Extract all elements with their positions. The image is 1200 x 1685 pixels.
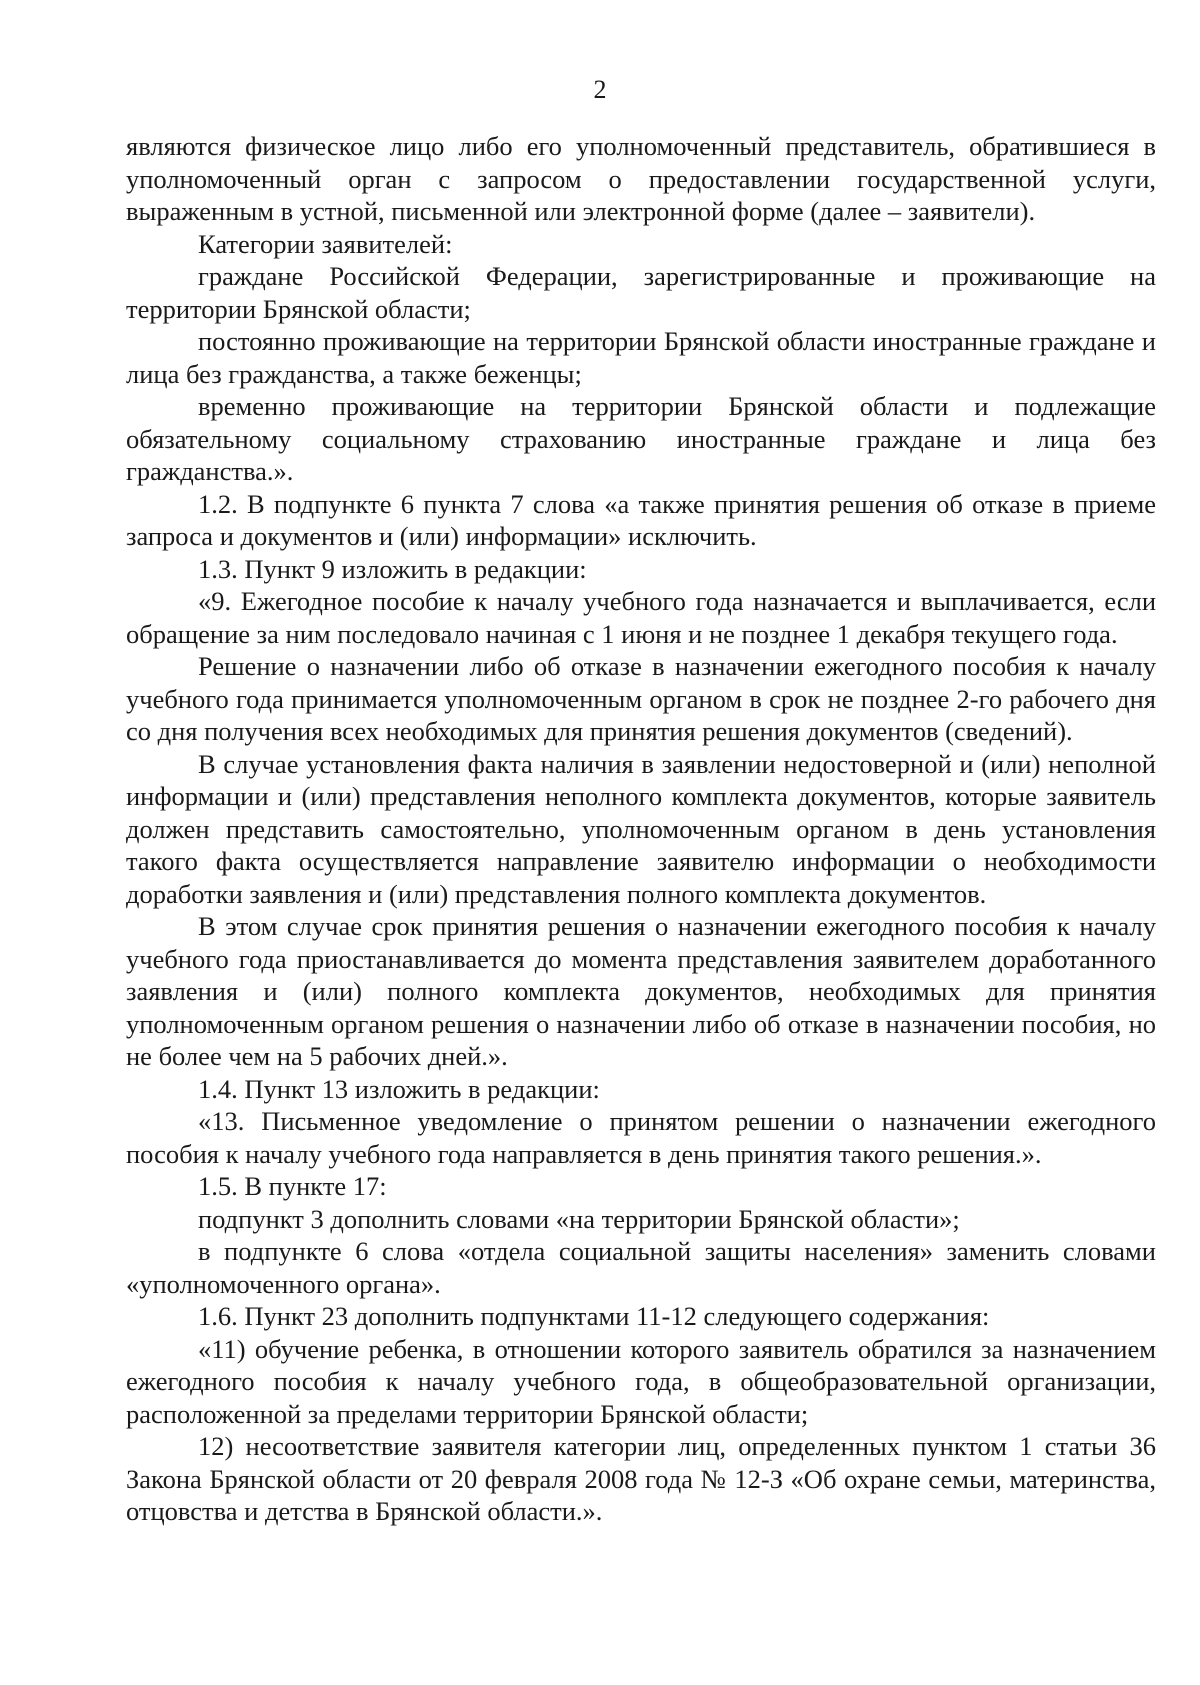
paragraph-term-suspension: В этом случае срок принятия решения о назначении ежегодного пособия к началу учебного года приостанавливается до момента представления заявителем доработанного заявления и (или) полного комплекта документов, необходимых для принятия уполномоченным органом решения о назначении либо об отказе в назначении пособия, но не более чем на 5 рабочих дней.». (126, 911, 1156, 1071)
paragraph-1-6: 1.6. Пункт 23 дополнить подпунктами 11-12 следующего содержания: (198, 1301, 990, 1331)
paragraph-1-2: 1.2. В подпункте 6 пункта 7 слова «а также принятия решения об отказе в приеме запроса и документов и (или) информации» исключить. (126, 488, 1156, 551)
paragraph-1-5: 1.5. В пункте 17: (198, 1171, 387, 1201)
paragraph-categories-heading: Категории заявителей: (198, 228, 453, 259)
paragraph-applicants-definition: являются физическое лицо либо его уполномоченный представитель, обратившиеся в уполномоченный орган с запросом о предоставлении государственной услуги, выраженным в устной, письменной или электронной форме (далее – заявители). (126, 131, 1156, 226)
paragraph-item-13: «13. Письменное уведомление о принятом решении о назначении ежегодного пособия к началу учебного года направляется в день принятия такого решения.». (126, 1106, 1156, 1169)
paragraph-category-permanent-residents: постоянно проживающие на территории Брянской области иностранные граждане и лица без гражданства, а также беженцы; (126, 326, 1156, 389)
document-body (126, 130, 1156, 1528)
paragraph-subitem-3: подпункт 3 дополнить словами «на территории Брянской области»; (198, 1203, 960, 1234)
paragraph-subitem-6: в подпункте 6 слова «отдела социальной защиты населения» заменить словами «уполномоченного органа». (126, 1236, 1156, 1299)
paragraph-category-citizens: граждане Российской Федерации, зарегистрированные и проживающие на территории Брянской области; (126, 261, 1156, 324)
paragraph-1-3: 1.3. Пункт 9 изложить в редакции: (198, 553, 587, 584)
page-number: 2 (593, 75, 607, 104)
paragraph-1-4: 1.4. Пункт 13 изложить в редакции: (198, 1073, 600, 1104)
paragraph-item-9: «9. Ежегодное пособие к началу учебного года назначается и выплачивается, если обращение за ним последовало начиная с 1 июня и не позднее 1 декабря текущего года. (126, 586, 1156, 649)
paragraph-incomplete-info: В случае установления факта наличия в заявлении недостоверной и (или) неполной информации и (или) представления неполного комплекта документов, которые заявитель должен представить самостоятельно, уполномоченным органом в день установления такого факта осуществляется направление заявителю информации о необходимости доработки заявления и (или) представления полного комплекта документов. (126, 748, 1156, 909)
paragraph-category-temporary-residents: временно проживающие на территории Брянской области и подлежащие обязательному социальному страхованию иностранные граждане и лица без гражданства.». (126, 391, 1156, 486)
paragraph-subitem-12: 12) несоответствие заявителя категории лиц, определенных пунктом 1 статьи 36 Закона Брянской области от 20 февраля 2008 года № 12-З «Об охране семьи, материнства, отцовства и детства в Брянской области.». (126, 1431, 1156, 1526)
paragraph-subitem-11: «11) обучение ребенка, в отношении которого заявитель обратился за назначением ежегодного пособия к началу учебного года, в общеобразовательной организации, расположенной за пределами территории Брянской области; (126, 1333, 1156, 1429)
paragraph-decision-term: Решение о назначении либо об отказе в назначении ежегодного пособия к началу учебного года принимается уполномоченным органом в срок не позднее 2-го рабочего дня со дня получения всех необходимых для принятия решения документов (сведений). (126, 651, 1156, 746)
